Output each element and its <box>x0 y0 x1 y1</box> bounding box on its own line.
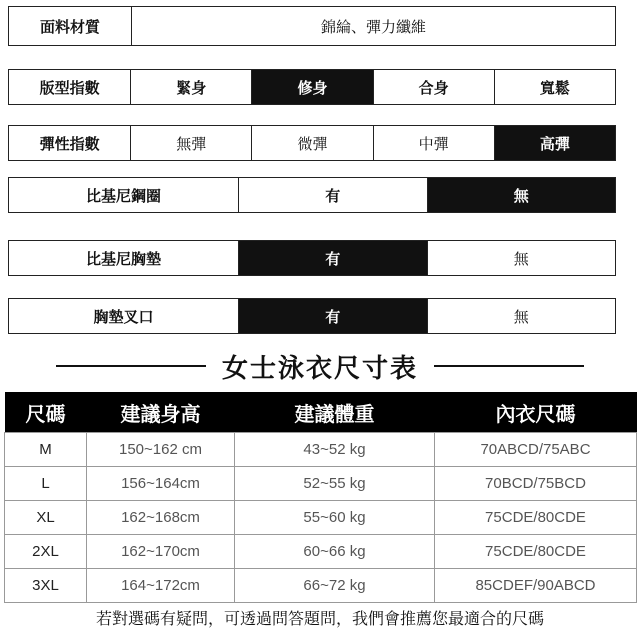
bra-size-cell: 75CDE/80CDE <box>435 501 637 535</box>
pad-slit-row <box>8 298 616 334</box>
bra-size-cell: 85CDEF/90ABCD <box>435 569 637 603</box>
pad-slit-label: 胸墊叉口 <box>93 307 154 326</box>
bra-size-cell: 70ABCD/75ABC <box>435 433 637 467</box>
weight-cell: 60~66 kg <box>235 535 435 569</box>
elasticity-option-medium: 中彈 <box>373 126 494 160</box>
header-weight: 建議體重 <box>235 392 435 433</box>
size-cell: 2XL <box>5 535 87 569</box>
size-table <box>4 392 637 603</box>
elasticity-option-high: 高彈 <box>494 126 615 160</box>
weight-cell: 55~60 kg <box>235 501 435 535</box>
table-row <box>5 433 637 467</box>
underwire-row <box>8 177 616 213</box>
elasticity-label: 彈性指數 <box>39 134 100 153</box>
pad-slit-option-yes: 有 <box>238 299 427 333</box>
header-height: 建議身高 <box>87 392 235 433</box>
elasticity-option-slight: 微彈 <box>251 126 372 160</box>
chest-pad-row <box>8 240 616 276</box>
fit-option-slim: 修身 <box>251 70 372 104</box>
elasticity-option-none: 無彈 <box>130 126 251 160</box>
height-cell: 156~164cm <box>87 467 235 501</box>
fit-option-regular: 合身 <box>373 70 494 104</box>
material-label: 面料材質 <box>39 17 100 36</box>
fit-option-tight: 緊身 <box>130 70 251 104</box>
height-cell: 162~168cm <box>87 501 235 535</box>
size-chart-title: 女士泳衣尺寸表 <box>221 353 418 384</box>
size-cell: 3XL <box>5 569 87 603</box>
size-cell: L <box>5 467 87 501</box>
table-row <box>5 569 637 603</box>
heading-divider-left <box>56 365 206 367</box>
height-cell: 150~162 cm <box>87 433 235 467</box>
table-row <box>5 467 637 501</box>
table-row <box>5 501 637 535</box>
height-cell: 164~172cm <box>87 569 235 603</box>
table-row <box>5 535 637 569</box>
weight-cell: 66~72 kg <box>235 569 435 603</box>
weight-cell: 52~55 kg <box>235 467 435 501</box>
underwire-label: 比基尼鋼圈 <box>85 186 161 205</box>
bra-size-cell: 70BCD/75BCD <box>435 467 637 501</box>
footer-note: 若對選碼有疑問，可透過問答題問，我們會推薦您最適合的尺碼 <box>95 609 544 628</box>
weight-cell: 43~52 kg <box>235 433 435 467</box>
fit-option-loose: 寬鬆 <box>494 70 615 104</box>
chest-pad-label: 比基尼胸墊 <box>85 249 161 268</box>
chest-pad-option-yes: 有 <box>238 241 427 275</box>
bra-size-cell: 75CDE/80CDE <box>435 535 637 569</box>
material-row <box>8 6 616 46</box>
height-cell: 162~170cm <box>87 535 235 569</box>
fit-row <box>8 69 616 105</box>
elasticity-row <box>8 125 616 161</box>
heading-divider-right <box>434 365 584 367</box>
chest-pad-option-no: 無 <box>427 241 616 275</box>
size-cell: XL <box>5 501 87 535</box>
header-bra-size: 內衣尺碼 <box>435 392 637 433</box>
fit-label: 版型指數 <box>39 78 100 97</box>
material-value: 錦綸、彈力纖維 <box>131 7 615 45</box>
pad-slit-option-no: 無 <box>427 299 616 333</box>
header-size: 尺碼 <box>5 392 87 433</box>
underwire-option-yes: 有 <box>238 178 427 212</box>
size-chart-heading <box>0 346 640 386</box>
size-cell: M <box>5 433 87 467</box>
underwire-option-no: 無 <box>427 178 616 212</box>
size-table-header <box>5 392 637 433</box>
